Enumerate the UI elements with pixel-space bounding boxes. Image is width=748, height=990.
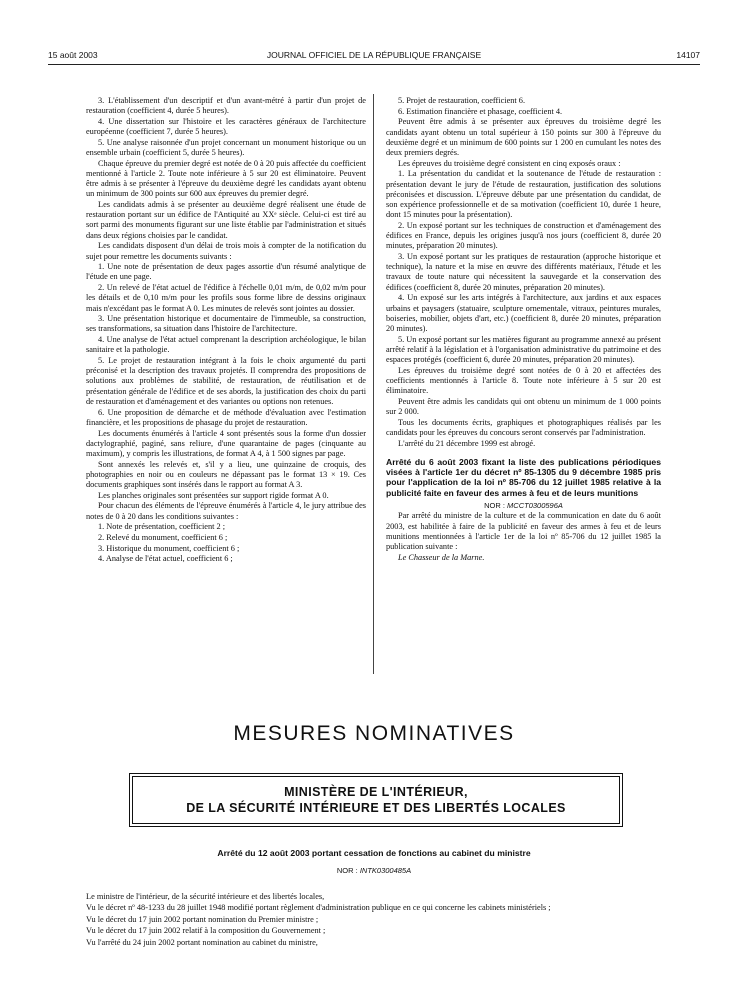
paragraph: 6. Une proposition de démarche et de méthode d'évaluation avec l'estimation financière, et les propositions de phasage du projet de restauration.: [86, 407, 366, 427]
paragraph: 1. Une note de présentation de deux pages assortie d'un résumé analytique de l'étude en une page.: [86, 262, 366, 282]
paragraph: Les épreuves du troisième degré sont notées de 0 à 20 et affectées des coefficients mentionnés à l'article 8. Toute note inférieure à 5 sur 20 est éliminatoire.: [386, 365, 661, 396]
nor-reference: [48, 866, 700, 875]
left-column: [86, 96, 366, 565]
nor-code: INTK0300485A: [359, 866, 412, 875]
right-column: [386, 96, 661, 563]
paragraph: Les documents énumérés à l'article 4 sont présentés sous la forme d'un dossier dactylographié, paginé, sans reliure, d'une quarantaine de pages (cinquante au maximum), y compris les illustrations, de format A 4, à 1 500 signes par page.: [86, 428, 366, 458]
ministry-box: [132, 776, 620, 824]
paragraph: Tous les documents écrits, graphiques et photographiques réalisés par les candidats pour les épreuves du concours seront conservés par l'administration.: [386, 417, 661, 437]
ministry-line-2: DE LA SÉCURITÉ INTÉRIEURE ET DES LIBERTÉS LOCALES: [186, 801, 566, 815]
column-divider: [373, 94, 374, 674]
arrete-title: Arrêté du 12 août 2003 portant cessation de fonctions au cabinet du ministre: [217, 848, 531, 858]
paragraph: 2. Un exposé portant sur les techniques de construction et d'aménagement des édifices en France, depuis les origines jusqu'à nos jours (coefficient 8, durée 20 minutes, préparation 20 minutes).: [386, 220, 661, 251]
nor-reference: [386, 501, 661, 511]
paragraph: Vu le décret du 17 juin 2002 relatif à la composition du Gouvernement ;: [86, 926, 326, 936]
paragraph: 2. Un relevé de l'état actuel de l'édifice à l'échelle 0,01 m/m, de 0,02 m/m pour les détails et de 0,10 m/m pour les profils sous forme libre de dessins originaux mais n'excédant pas le format A 0. Les minutes de relevés sont jointes au dossier.: [86, 283, 366, 313]
paragraph: Peuvent être admis les candidats qui ont obtenu un minimum de 1 000 points sur 2 000.: [386, 396, 661, 417]
page-header: [48, 50, 700, 64]
list-item: 6. Estimation financière et phasage, coefficient 4.: [398, 106, 563, 116]
list-item: 1. Note de présentation, coefficient 2 ;: [98, 522, 226, 532]
paragraph: L'arrêté du 21 décembre 1999 est abrogé.: [398, 438, 536, 448]
paragraph: 5. Un exposé portant sur les matières figurant au programme annexé au présent arrêté relatif à la législation et à l'organisation administrative du patrimoine et des espaces protégés (coefficient 6, durée 20 minutes, préparation 20 minutes).: [386, 334, 661, 365]
arrete-body: Par arrêté du ministre de la culture et de la communication en date du 6 août 2003, est habilitée à faire de la publicité en faveur des armes à feu et de leurs munitions mentionnées à l'article 1er de la loi nº 85-706 du 12 juillet 1985 la publication suivante :: [386, 511, 661, 552]
arrete-body: [86, 892, 706, 949]
paragraph: Vu l'arrêté du 24 juin 2002 portant nomination au cabinet du ministre,: [86, 937, 318, 947]
paragraph: 5. Une analyse raisonnée d'un projet concernant un monument historique ou un ensemble urbain (coefficient 5, durée 5 heures).: [86, 137, 366, 158]
paragraph: Pour chacun des éléments de l'épreuve énumérés à l'article 4, le jury attribue des notes de 0 à 20 dans les conditions suivantes :: [86, 501, 366, 521]
header-rule: [48, 64, 700, 65]
header-date: 15 août 2003: [48, 50, 98, 60]
arrete-title: Arrêté du 6 août 2003 fixant la liste des publications périodiques visées à l'article 1er du décret nº 85-1305 du 9 décembre 1985 pris pour l'application de la loi nº 85-706 du 12 juillet 1985 relative à la publicité faite en faveur des armes à feu et de leurs munitions: [386, 456, 661, 498]
publication-name: Le Chasseur de la Marne.: [398, 552, 485, 562]
paragraph: Les planches originales sont présentées sur support rigide format A 0.: [98, 490, 329, 500]
paragraph: 4. Un exposé sur les arts intégrés à l'architecture, aux jardins et aux espaces urbains et paysagers (statuaire, sculpture ornementale, vitraux, peintures murales, boiseries, mobilier, objets d'art, etc.) (coefficient 8, durée 20 minutes, préparation 20 minutes).: [386, 293, 661, 333]
paragraph: 4. Une analyse de l'état actuel comprenant la description archéologique, le bilan sanitaire et la pathologie.: [86, 335, 366, 355]
header-page-number: 14107: [676, 50, 700, 60]
paragraph: Les candidats admis à se présenter au deuxième degré réalisent une étude de restauration portant sur un édifice de l'Antiquité au XXᵉ siècle. Celui-ci est tiré au sort parmi des monuments figurant sur une liste établie par l'administration et situés dans deux régions choisies par le candidat.: [86, 200, 366, 240]
paragraph: 3. Un exposé portant sur les pratiques de restauration (approche historique et technique), la nature et la mise en œuvre des différents matériaux, l'étude et les travaux de toute nature qui nécessitent la sauvegarde et la conservation des édifices (coefficient 8, durée 20 minutes, préparation 20 minutes).: [386, 252, 661, 292]
ministry-line-1: MINISTÈRE DE L'INTÉRIEUR,: [284, 785, 468, 799]
paragraph: 4. Une dissertation sur l'histoire et les caractères généraux de l'architecture européenne (coefficient 7, durée 5 heures).: [86, 116, 366, 137]
paragraph: Vu le décret du 17 juin 2002 portant nomination du Premier ministre ;: [86, 914, 319, 924]
paragraph: Le ministre de l'intérieur, de la sécurité intérieure et des libertés locales,: [86, 892, 325, 901]
header-journal-title: JOURNAL OFFICIEL DE LA RÉPUBLIQUE FRANÇAISE: [266, 50, 482, 60]
paragraph: Les épreuves du troisième degré consistent en cinq exposés oraux :: [398, 158, 621, 168]
paragraph: 3. Une présentation historique et documentaire de l'immeuble, sa construction, ses transformations, sa situation dans l'histoire de l'architecture.: [86, 314, 366, 334]
list-item: 2. Relevé du monument, coefficient 6 ;: [98, 533, 228, 543]
nor-code: MCCT0300596A: [507, 500, 563, 510]
nor-label: NOR :: [336, 866, 358, 875]
paragraph: 1. La présentation du candidat et la soutenance de l'étude de restauration : présentation devant le jury de l'étude de restauration, justification des solutions préconisées et discussion. L'épreuve débute par une présentation du candidat, de son expérience professionnelle et de sa motivation (coefficient 10, durée 1 heure, dont 15 minutes pour la présentation).: [386, 169, 661, 220]
nor-label: NOR :: [484, 500, 505, 510]
paragraph: Chaque épreuve du premier degré est notée de 0 à 20 puis affectée du coefficient mentionné à l'article 2. Toute note inférieure à 5 sur 20 est éliminatoire. Peuvent être admis à se présenter à l'épreuve du deuxième degré les candidats ayant obtenu un minimum de 300 points sur 600 aux épreuves du premier degré.: [86, 158, 366, 199]
paragraph: Peuvent être admis à se présenter aux épreuves du troisième degré les candidats ayant obtenu un total supérieur à 150 points sur 300 à l'épreuve du deuxième degré et un minimum de 600 points sur 1 200 en cumulant les notes des deux premiers degrés.: [386, 117, 661, 158]
paragraph: Vu le décret nº 48-1233 du 28 juillet 1948 modifié portant règlement d'administration publique en ce qui concerne les cabinets ministériels ;: [86, 903, 551, 913]
list-item: 4. Analyse de l'état actuel, coefficient 6 ;: [98, 554, 233, 564]
paragraph: Sont annexés les relevés et, s'il y a lieu, une quinzaine de croquis, des photographies en noir ou en couleurs ne dépassant pas le format 13 × 19. Ces documents graphiques sont insérés dans le rapport au format A 3.: [86, 459, 366, 490]
list-item: 5. Projet de restauration, coefficient 6.: [398, 96, 526, 105]
paragraph: 5. Le projet de restauration intégrant à la fois le choix argumenté du parti préconisé et la description des travaux projetés. Il comprendra des propositions de solutions aux problèmes de stabilité, de restauration, de réutilisation et de présentation générale de l'édifice et de ses abords, la justification des choix du parti de restauration et d'aménagement et des variantes ou options non retenues.: [86, 356, 366, 406]
paragraph: 3. L'établissement d'un descriptif et d'un avant-métré à partir d'un projet de restauration (coefficient 4, durée 5 heures).: [86, 96, 366, 116]
list-item: 3. Historique du monument, coefficient 6 ;: [98, 543, 240, 553]
section-heading: MESURES NOMINATIVES: [233, 722, 515, 745]
paragraph: Les candidats disposent d'un délai de trois mois à compter de la notification du sujet pour remettre les documents suivants :: [86, 241, 366, 261]
